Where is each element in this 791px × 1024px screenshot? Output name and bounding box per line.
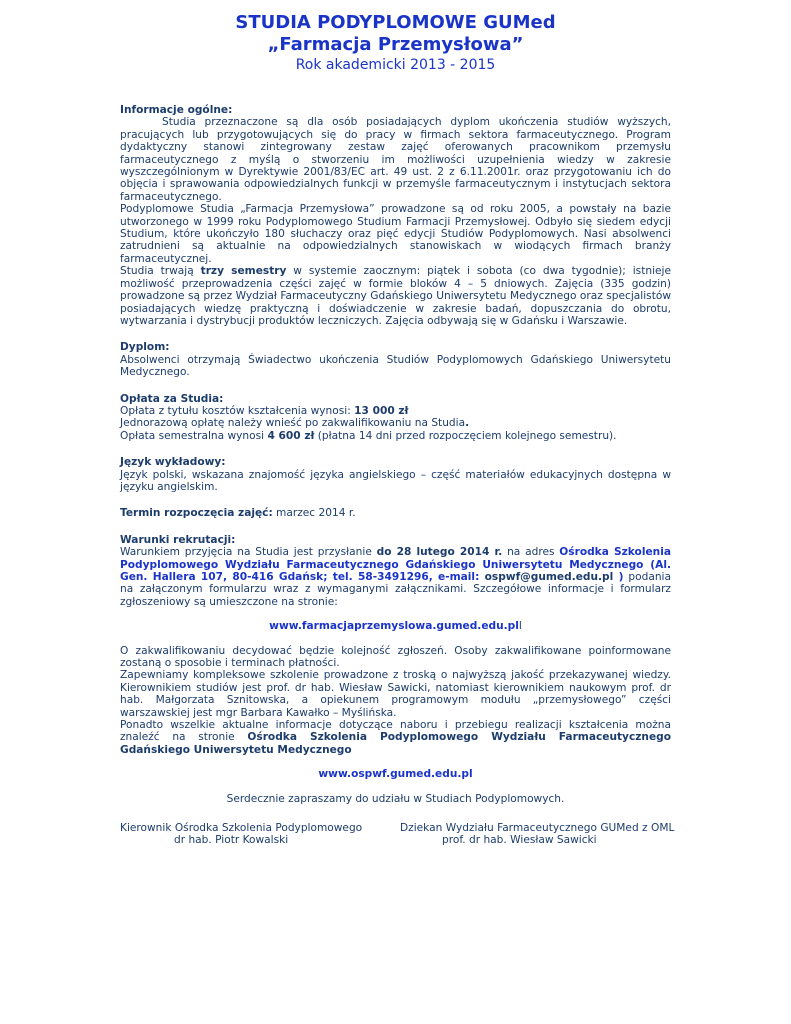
text-run: Warunkiem przyjęcia na Studia jest przysłanie — [120, 546, 377, 559]
fee-line-3 — [120, 430, 671, 442]
text-run: . — [465, 417, 470, 430]
start-heading: Termin rozpoczęcia zajęć: — [120, 507, 273, 520]
text-run: na adres — [502, 546, 560, 559]
text-run: (płatna 14 dni przed rozpoczęciem kolejnego semestru). — [314, 429, 617, 442]
text-run: Ponadto wszelkie aktualne informacje dotyczące naboru i przebiegu realizacji kształcenia można znaleźć na stronie — [120, 719, 671, 744]
office-name: Ośrodka Szkolenia Podyplomowego Wydziału Farmaceutycznego Gdańskiego Uniwersytetu Medycznego — [120, 731, 671, 756]
text-run: Opłata semestralna wynosi — [120, 429, 268, 442]
website-link-row — [120, 620, 671, 632]
total-fee: 13 000 zł — [354, 404, 409, 417]
fee-heading: Opłata za Studia: — [120, 392, 224, 405]
signature-right — [400, 822, 690, 847]
signature-right-name: prof. dr hab. Wiesław Sawicki — [442, 834, 597, 847]
semesters-bold: trzy semestry — [200, 265, 287, 278]
text-run: Jednorazową opłatę należy wnieść po zakwalifikowaniu na Studia — [120, 417, 466, 430]
text-run: Opłata z tytułu kosztów kształcenia wynosi: — [120, 404, 355, 417]
document-title: STUDIA PODYPLOMOWE GUMed — [235, 12, 556, 33]
start-date — [120, 507, 671, 519]
start-value: marzec 2014 r. — [272, 507, 356, 520]
text-run: ) — [613, 571, 624, 583]
general-paragraph-1: Studia przeznaczone są dla osób posiadających dyplom ukończenia studiów wyższych, pracujących lub przygotowujących się do pracy w firmach sektora farmaceutycznego. Program dydaktyczny stanowi zintegrowany zestaw zajęć oferowanych pracownikom przemysłu farmaceutycznego z myślą o stworzeniu im możliwości uzupełnienia wiedzy w zakresie wyszczególnionym w Dyrektywie 2001/83/EC art. 49 ust. 2 z 6.11.2001r. oraz przygotowaniu ich do objęcia i sprawowania odpowiedzialnych funkcji w przemyśle farmaceutycznym i instytucjach sektora farmaceutycznego. — [120, 116, 671, 203]
invitation-text: Serdecznie zapraszamy do udziału w Studiach Podyplomowych. — [226, 792, 565, 805]
closing-paragraph-1: O zakwalifikowaniu decydować będzie kolejność zgłoszeń. Osoby zakwalifikowane poinformowane zostaną o sposobie i terminach płatności. — [120, 644, 671, 670]
recruitment-heading: Warunki rekrutacji: — [120, 533, 236, 546]
text-run: w systemie zaocznym: piątek i sobota (co dwa tygodnie); istnieje możliwość przeprowadzenia części zajęć w formie bloków 4 – 5 dniowych. Zajęcia (335 godzin) prowadzone są przez Wydział Farmaceutyczny Gdańskiego Uniwersytetu Medycznego oraz specjalistów posiadających wiedzę praktyczną i doświadczenie w zakresie badań, dopuszczania do obrotu, wytwarzania i dystrybucji produktów leczniczych. Zajęcia odbywają się w Gdańsku i Warszawie. — [120, 265, 671, 327]
signature-right-title: Dziekan Wydziału Farmaceutycznego GUMed z OML — [400, 822, 675, 834]
email-link[interactable]: ospwf@gumed.edu.pl — [484, 571, 614, 583]
semester-fee: 4 600 zł — [267, 429, 315, 442]
text-run: Studia trwają — [120, 265, 201, 278]
text-run: l — [518, 620, 522, 633]
academic-year: Rok akademicki 2013 - 2015 — [295, 57, 496, 73]
signature-left — [120, 822, 400, 847]
diploma-heading: Dyplom: — [120, 341, 170, 354]
signature-left-name: dr hab. Piotr Kowalski — [174, 834, 289, 847]
office-website-link[interactable]: www.ospwf.gumed.edu.pl — [318, 768, 473, 781]
website-link[interactable]: www.farmacjaprzemyslowa.gumed.edu.pl — [269, 620, 519, 633]
general-paragraph-2: Podyplomowe Studia „Farmacja Przemysłowa” prowadzone są od roku 2005, a powstały na bazie utworzonego w 1999 roku Podyplomowego Studium Farmacji Przemysłowej. Odbyło się siedem edycji Studium, które ukończyło 180 słuchaczy oraz pięć edycji Studiów Podyplomowych. Nasi absolwenci zatrudnieni są aktualnie na odpowiedzialnych stanowiskach w wiodących firmach branży farmaceutycznej. — [120, 203, 671, 265]
title-block — [0, 12, 791, 74]
language-text: Język polski, wskazana znajomość języka angielskiego – część materiałów edukacyjnych dostępna w języku angielskim. — [120, 468, 671, 493]
deadline: do 28 lutego 2014 r. — [376, 546, 503, 559]
document-subtitle: „Farmacja Przemysłowa” — [267, 34, 524, 55]
document-body — [120, 104, 671, 805]
fee-line-2 — [120, 417, 671, 429]
general-paragraph-3 — [120, 265, 671, 327]
language-heading: Język wykładowy: — [120, 456, 226, 469]
fee-line-1 — [120, 405, 671, 417]
closing-paragraph-3 — [120, 719, 671, 756]
diploma-text: Absolwenci otrzymają Świadectwo ukończenia Studiów Podyplomowych Gdańskiego Uniwersytetu Medycznego. — [120, 353, 671, 379]
signature-left-title: Kierownik Ośrodka Szkolenia Podyplomowego — [120, 822, 363, 834]
closing-paragraph-2: Zapewniamy kompleksowe szkolenie prowadzone z troską o najwyższą jakość przekazywanej wiedzy. Kierownikiem studiów jest prof. dr hab. Wiesław Sawicki, natomiast kierownikiem naukowym prof. dr hab. Małgorzata Sznitowska, a opiekunem programowym modułu „przemysłowego” części warszawskiej jest mgr Barbara Kawałko – Myślińska. — [120, 669, 671, 719]
office-address: Ośrodka Szkolenia Podyplomowego Wydziału Farmaceutycznego Gdańskiego Uniwersytetu Medycznego (Al. Gen. Hallera 107, 80-416 Gdańsk; tel. 58-3491296, e-mail: — [120, 546, 671, 583]
text-run: podania na załączonym formularzu wraz z wymaganymi załącznikami. Szczegółowe informacje i formularz zgłoszeniowy są umieszczone na stronie: — [120, 571, 671, 608]
recruitment-text — [120, 546, 671, 608]
general-heading: Informacje ogólne: — [120, 104, 233, 116]
